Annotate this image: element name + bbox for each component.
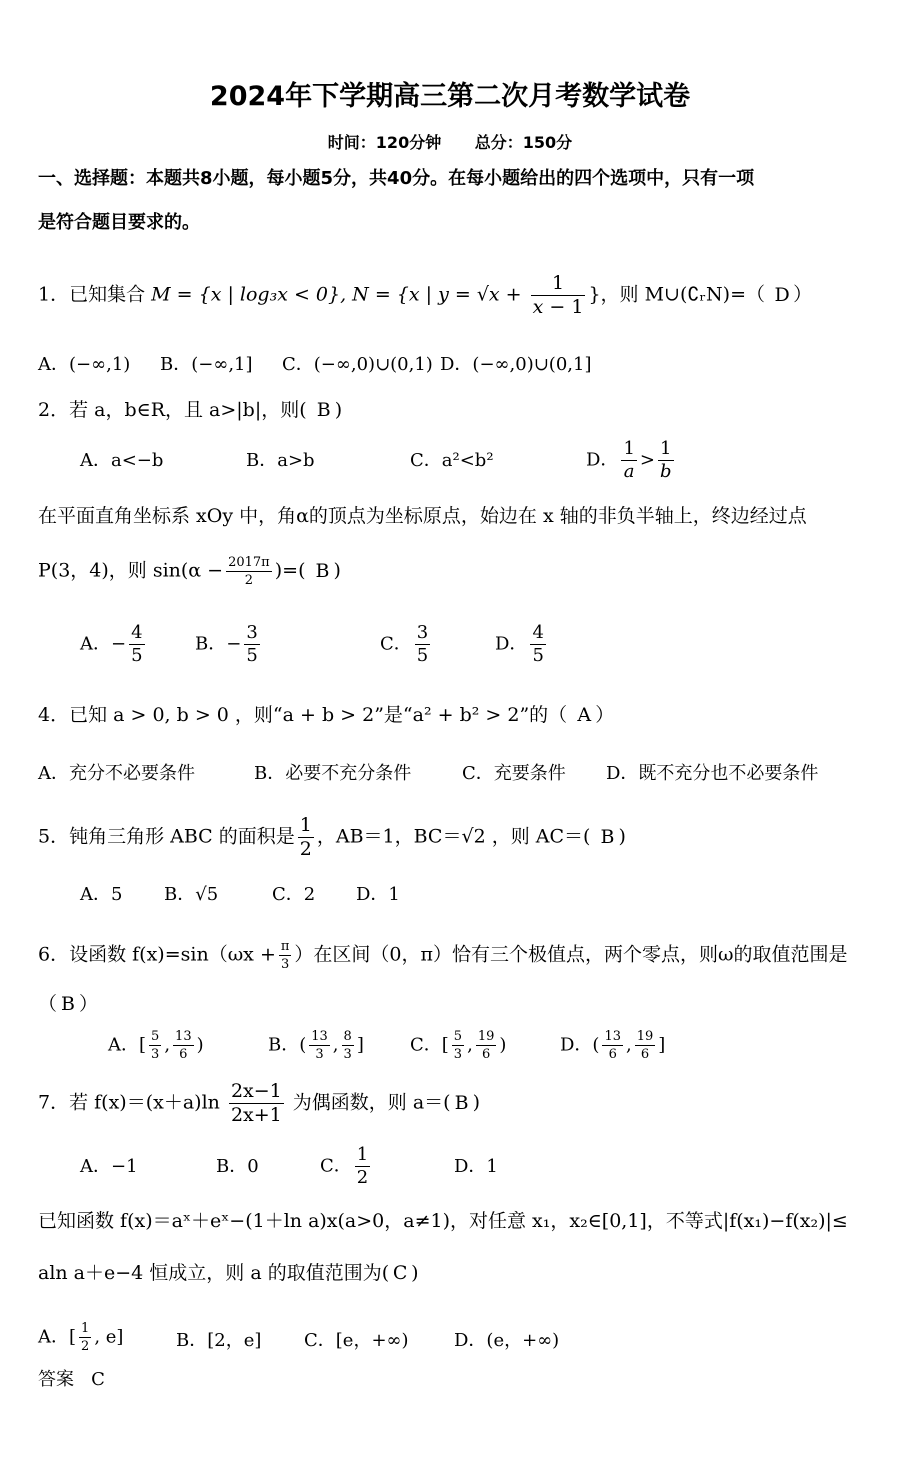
q2-option-b: B．a>b: [246, 450, 315, 471]
q1-option-b: B．(−∞,1]: [160, 354, 253, 375]
q5-option-d: D．1: [356, 884, 400, 905]
question-2: 2．若 a，b∈R，且 a>|b|，则( B ): [38, 399, 343, 421]
section-heading: 一、选择题：本题共8小题，每小题5分，共40分。在每小题给出的四个选项中，只有一项: [38, 168, 755, 189]
q4-option-c: C．充要条件: [462, 763, 566, 784]
q1-option-a: A．(−∞,1): [38, 354, 131, 375]
q5-option-a: A．5: [80, 884, 123, 905]
question-7: 7．若 f(x)＝(x＋a)ln $\frac{2x-1}{2x+1}$ 为偶函数，则 a＝( B ): [38, 1080, 480, 1126]
answer-3: B: [315, 559, 330, 582]
exam-meta: [0, 130, 900, 153]
q1-option-d: D．(−∞,0)∪(0,1]: [440, 354, 592, 375]
q7-option-d: D．1: [454, 1156, 498, 1177]
answer-6: B: [61, 993, 75, 1015]
answer-7: B: [454, 1091, 469, 1114]
question-4: 4．已知 a > 0, b > 0 ，则“a + b > 2”是“a² + b² > 2”的（ A ）: [38, 704, 615, 726]
q5-option-b: B．√5: [164, 884, 219, 905]
q8-option-a: A．[ $\frac{1}{2}$ , e]: [38, 1321, 124, 1354]
answer-1: D: [774, 283, 790, 306]
q8-option-c: C．[e，+∞): [304, 1330, 409, 1351]
q3-option-c: C． $\frac{3}{5}$: [380, 622, 429, 666]
question-1: 1．已知集合 M = {x | log₃x < 0}, N = {x | y = √x + $\frac{1}{x - 1}$ }，则 M∪(∁ᵣN)=（ D ）: [38, 272, 813, 318]
section-heading-cont: 是符合题目要求的。: [38, 212, 200, 233]
q4-option-b: B．必要不充分条件: [254, 763, 412, 784]
question-5: 5．钝角三角形 ABC 的面积是 $\frac{1}{2}$ ，AB＝1，BC＝√2 ，则 AC＝( B ): [38, 814, 626, 860]
q4-option-a: A．充分不必要条件: [38, 763, 195, 784]
answer-4: A: [577, 704, 592, 726]
q3-option-d: D． $\frac{4}{5}$: [495, 622, 544, 666]
q7-option-a: A．−1: [80, 1156, 138, 1177]
score-label: 总分：150分: [474, 133, 573, 152]
q7-option-c: C． $\frac{1}{2}$: [320, 1144, 369, 1188]
answer-2: B: [316, 399, 331, 421]
q7-option-b: B．0: [216, 1156, 259, 1177]
q5-option-c: C．2: [272, 884, 316, 905]
q6-option-d: D．( $\frac{13}{6}$ , $\frac{19}{6}$ ]: [560, 1029, 666, 1062]
answer-5: B: [600, 825, 615, 848]
q6-option-b: B．( $\frac{13}{3}$ , $\frac{8}{3}$ ]: [268, 1029, 364, 1062]
question-6: 6．设函数 f(x)=sin（ωx + $\frac{\pi}{3}$ ）在区间（0，π）恰有三个极值点，两个零点，则ω的取值范围是: [38, 939, 848, 972]
q3-option-a: A．− $\frac{4}{5}$: [80, 622, 143, 666]
q8-option-b: B．[2，e]: [176, 1330, 262, 1351]
q2-option-a: A．a<−b: [80, 450, 164, 471]
question-8: 已知函数 f(x)＝aˣ＋eˣ−(1＋ln a)x(a>0，a≠1)，对任意 x₁，x₂∈[0,1]，不等式|f(x₁)−f(x₂)|≤: [38, 1210, 848, 1232]
q8-option-d: D．(e，+∞): [454, 1330, 560, 1351]
exam-title: 2024年下学期高三第二次月考数学试卷: [209, 81, 691, 112]
time-label: 时间：120分钟: [327, 133, 442, 152]
q2-option-c: C．a²<b²: [410, 450, 494, 471]
answer-line: 答案 C: [38, 1369, 105, 1390]
question-8-cont: aln a＋e−4 恒成立，则 a 的取值范围为( C ): [38, 1262, 419, 1284]
question-6-cont: （ B ）: [38, 993, 99, 1015]
q4-option-d: D．既不充分也不必要条件: [606, 763, 819, 784]
q6-option-c: C．[ $\frac{5}{3}$ , $\frac{19}{6}$ ): [410, 1029, 507, 1062]
question-3: 在平面直角坐标系 xOy 中，角α的顶点为坐标原点，始边在 x 轴的非负半轴上，终边经过点: [38, 505, 807, 527]
q2-option-d: D． $\frac{1}{a}$ > $\frac{1}{b}$: [586, 438, 672, 482]
question-3-cont: P(3，4)，则 sin(α − $\frac{2017\pi}{2}$ )=( B ): [38, 555, 341, 588]
q3-option-b: B．− $\frac{3}{5}$: [195, 622, 258, 666]
q1-option-c: C．(−∞,0)∪(0,1): [282, 354, 433, 375]
answer-8: C: [392, 1262, 408, 1284]
q6-option-a: A．[ $\frac{5}{3}$ , $\frac{13}{6}$ ): [108, 1029, 204, 1062]
